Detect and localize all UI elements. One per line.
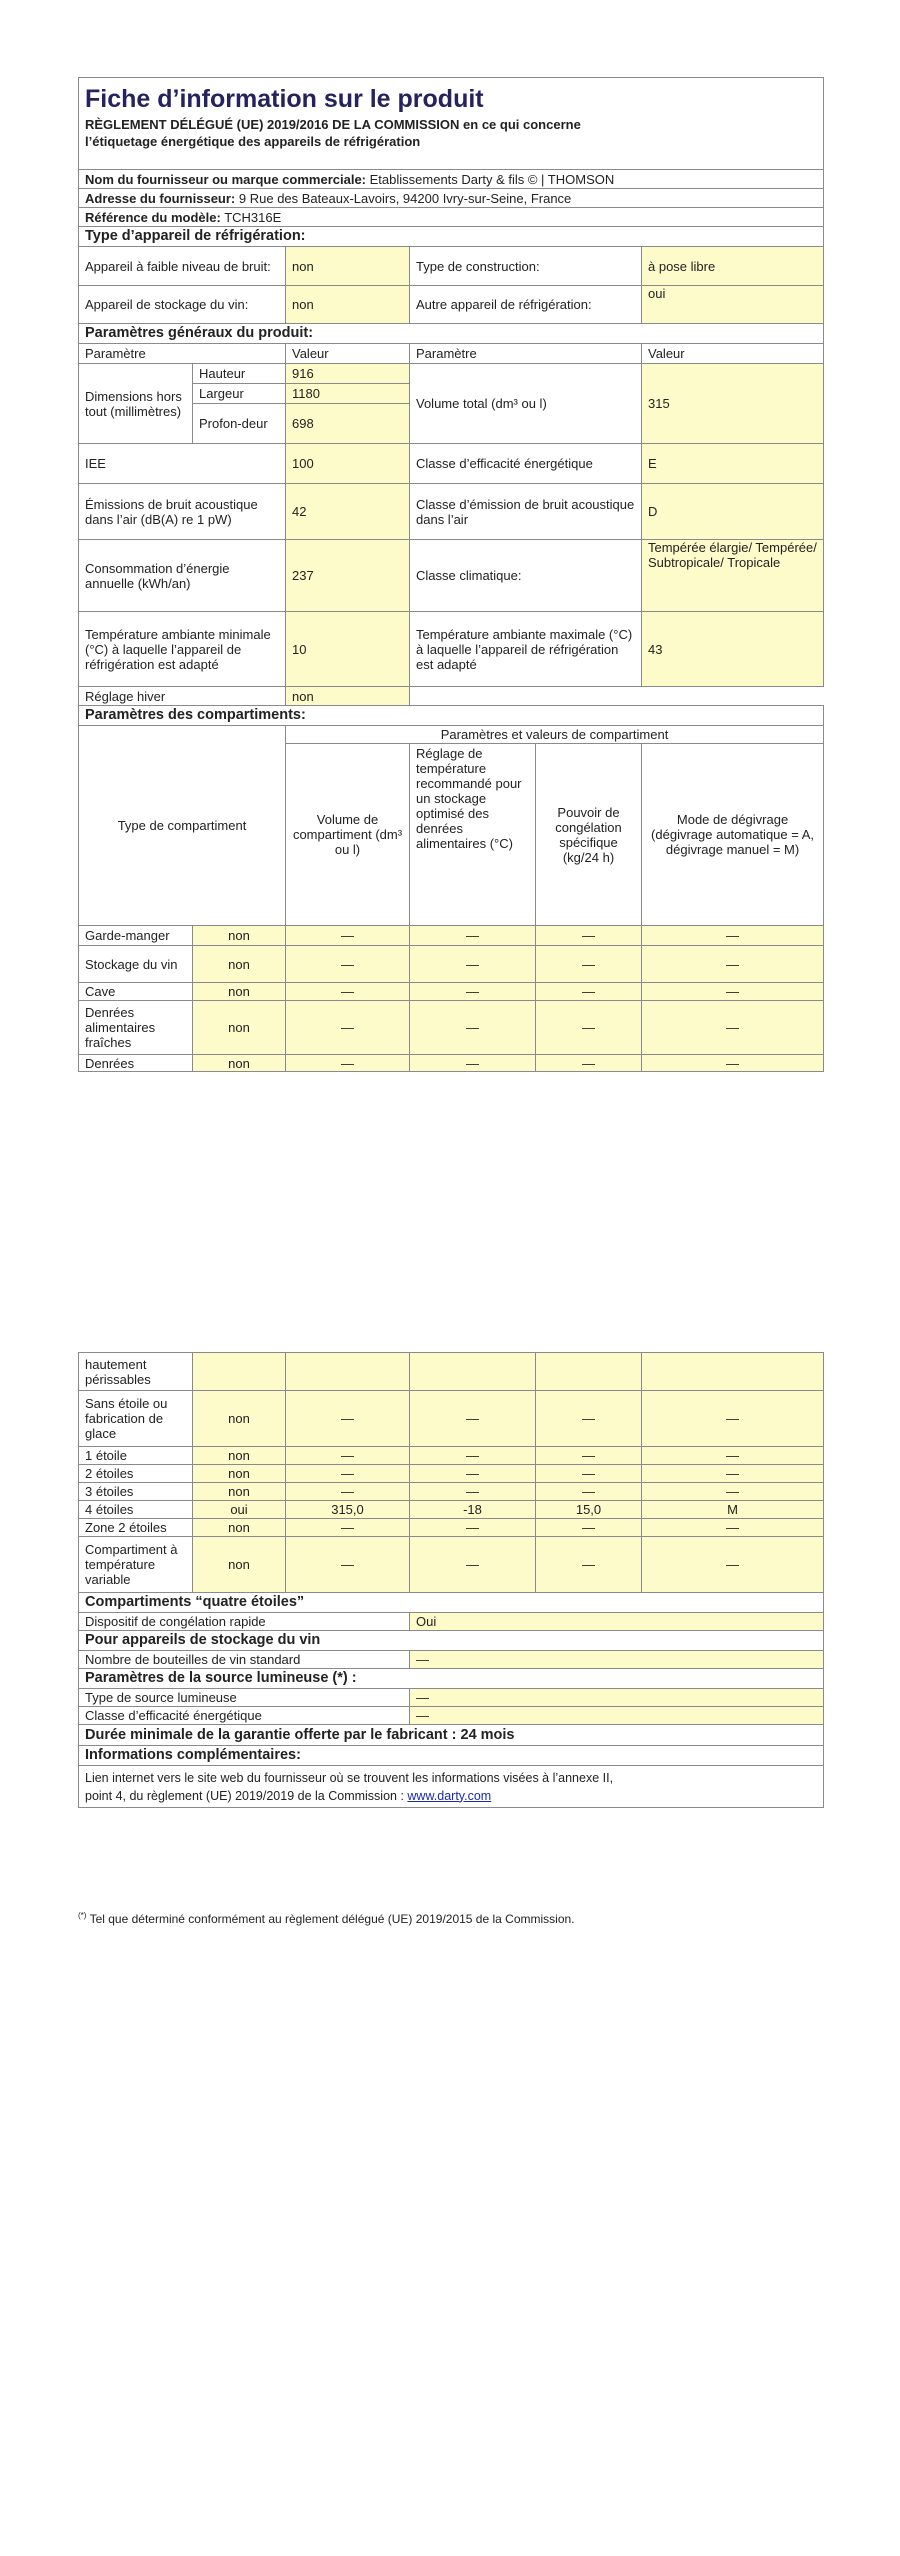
light-type-label: Type de source lumineuse xyxy=(79,1689,410,1707)
compartment-name: 1 étoile xyxy=(79,1447,193,1465)
compartment-row xyxy=(79,983,824,1001)
min-temp-value: 10 xyxy=(286,612,410,687)
warranty-row: Durée minimale de la garantie offerte par le fabricant : 24 mois xyxy=(79,1725,824,1746)
fast-freeze-value: Oui xyxy=(410,1613,824,1631)
volume-header: Volume de compartiment (dm³ ou l) xyxy=(286,744,410,926)
extra-info-line-2: point 4, du règlement (UE) 2019/2019 de la Commission : xyxy=(85,1788,408,1803)
compartment-volume: — xyxy=(286,1055,410,1072)
compartment-temp: — xyxy=(410,926,536,946)
compartment-temp: — xyxy=(410,1391,536,1447)
compartment-present: non xyxy=(193,1465,286,1483)
compartment-row xyxy=(79,1483,824,1501)
model-reference-row xyxy=(79,208,824,227)
defrost-header: Mode de dégivrage (dégivrage automatique = A, dégivrage manuel = M) xyxy=(642,744,824,926)
compartment-defrost: — xyxy=(642,1519,824,1537)
compartment-row xyxy=(79,1391,824,1447)
compartment-volume: — xyxy=(286,983,410,1001)
compartment-name: 3 étoiles xyxy=(79,1483,193,1501)
compartment-row xyxy=(79,1537,824,1593)
product-info-table-continued xyxy=(78,1352,824,1808)
compartment-name: Sans étoile ou fabrication de glace xyxy=(79,1391,193,1447)
compartment-name: Zone 2 étoiles xyxy=(79,1519,193,1537)
height-label: Hauteur xyxy=(193,364,286,384)
compartment-temp: — xyxy=(410,1483,536,1501)
max-temp-value: 43 xyxy=(642,612,824,687)
compartment-volume: — xyxy=(286,1483,410,1501)
compartment-present: non xyxy=(193,1483,286,1501)
compartment-present: non xyxy=(193,1537,286,1593)
compartment-volume: — xyxy=(286,926,410,946)
compartment-row xyxy=(79,1353,824,1391)
compartment-freeze: — xyxy=(536,1465,642,1483)
freezing-header: Pouvoir de congélation spécifique (kg/24 h) xyxy=(536,744,642,926)
wine-storage-value: non xyxy=(286,286,410,324)
total-volume-label: Volume total (dm³ ou l) xyxy=(410,364,642,444)
product-sheet-part-1 xyxy=(78,77,823,1072)
depth-value: 698 xyxy=(286,404,410,444)
compartment-temp: — xyxy=(410,1447,536,1465)
compartment-group-header: Paramètres et valeurs de compartiment xyxy=(286,726,824,744)
compartment-present: non xyxy=(193,926,286,946)
compartment-freeze: — xyxy=(536,1001,642,1055)
compartment-name: Compartiment à température variable xyxy=(79,1537,193,1593)
compartment-defrost: — xyxy=(642,946,824,983)
compartment-freeze: — xyxy=(536,946,642,983)
compartment-defrost: — xyxy=(642,1537,824,1593)
wine-storage-label: Appareil de stockage du vin: xyxy=(79,286,286,324)
winter-setting-value: non xyxy=(286,687,410,706)
compartment-temp: -18 xyxy=(410,1501,536,1519)
compartment-row xyxy=(79,946,824,983)
compartment-defrost: — xyxy=(642,1447,824,1465)
compartment-defrost: — xyxy=(642,1483,824,1501)
compartment-present: non xyxy=(193,1447,286,1465)
model-reference-label: Référence du modèle: xyxy=(85,209,221,225)
compartment-temp: — xyxy=(410,983,536,1001)
page-title: Fiche d’information sur le produit xyxy=(85,85,484,113)
product-sheet-part-2 xyxy=(78,1352,823,1808)
compartment-row xyxy=(79,1055,824,1072)
fast-freeze-label: Dispositif de congélation rapide xyxy=(79,1613,410,1631)
footnote xyxy=(78,1911,575,1926)
compartment-present: oui xyxy=(193,1501,286,1519)
supplier-name-row xyxy=(79,170,824,189)
supplier-name-value: Etablissements Darty & fils © | THOMSON xyxy=(369,171,615,187)
compartment-volume: — xyxy=(286,1465,410,1483)
compartment-volume: — xyxy=(286,946,410,983)
iee-label: IEE xyxy=(79,444,286,484)
noise-class-value: D xyxy=(642,484,824,540)
compartment-defrost: — xyxy=(642,1391,824,1447)
climate-class-value: Tempérée élargie/ Tempérée/ Subtropicale/ Tropicale xyxy=(642,540,824,612)
wine-bottles-label: Nombre de bouteilles de vin standard xyxy=(79,1651,410,1669)
iee-value: 100 xyxy=(286,444,410,484)
compartment-present: non xyxy=(193,1055,286,1072)
compartment-freeze: — xyxy=(536,926,642,946)
noise-emission-label: Émissions de bruit acoustique dans l’air (dB(A) re 1 pW) xyxy=(79,484,286,540)
compartment-name: 2 étoiles xyxy=(79,1465,193,1483)
compartment-name: 4 étoiles xyxy=(79,1501,193,1519)
compartment-present: non xyxy=(193,1519,286,1537)
width-label: Largeur xyxy=(193,384,286,404)
footnote-text: Tel que déterminé conformément au règlement délégué (UE) 2019/2015 de la Commission. xyxy=(86,1912,575,1926)
compartment-freeze: — xyxy=(536,1447,642,1465)
construction-type-label: Type de construction: xyxy=(410,247,642,286)
compartment-freeze: — xyxy=(536,983,642,1001)
appliance-type-section: Type d’appareil de réfrigération: xyxy=(79,227,824,247)
regulation-line-2: l’étiquetage énergétique des appareils de réfrigération xyxy=(85,134,421,149)
compartment-row xyxy=(79,1519,824,1537)
compartment-defrost: — xyxy=(642,1055,824,1072)
compartment-defrost: — xyxy=(642,1001,824,1055)
compartment-row xyxy=(79,1465,824,1483)
compartment-defrost: — xyxy=(642,1465,824,1483)
compartment-volume: — xyxy=(286,1537,410,1593)
param-header-2: Paramètre xyxy=(410,344,642,364)
width-value: 1180 xyxy=(286,384,410,404)
efficiency-class-value: E xyxy=(642,444,824,484)
compartment-params-section: Paramètres des compartiments: xyxy=(79,706,824,726)
compartment-temp: — xyxy=(410,1537,536,1593)
depth-label: Profon-deur xyxy=(193,404,286,444)
compartment-name: Denrées alimentaires fraîches xyxy=(79,1001,193,1055)
supplier-address-value: 9 Rue des Bateaux-Lavoirs, 94200 Ivry-sur-Seine, France xyxy=(238,190,572,206)
compartment-name: Stockage du vin xyxy=(79,946,193,983)
compartment-volume: — xyxy=(286,1001,410,1055)
compartment-volume: — xyxy=(286,1519,410,1537)
compartment-defrost: — xyxy=(642,926,824,946)
extra-info-section: Informations complémentaires: xyxy=(79,1746,824,1766)
darty-link[interactable]: www.darty.com xyxy=(407,1788,492,1803)
winter-setting-label: Réglage hiver xyxy=(79,687,286,706)
regulation-line-1: RÈGLEMENT DÉLÉGUÉ (UE) 2019/2016 DE LA COMMISSION en ce qui concerne xyxy=(85,117,581,132)
max-temp-label: Température ambiante maximale (°C) à laquelle l’appareil de réfrigération est adapté xyxy=(410,612,642,687)
compartment-name: hautement périssables xyxy=(79,1353,193,1391)
compartment-defrost: — xyxy=(642,983,824,1001)
construction-type-value: à pose libre xyxy=(642,247,824,286)
compartment-name: Garde-manger xyxy=(79,926,193,946)
wine-bottles-value: — xyxy=(410,1651,824,1669)
total-volume-value: 315 xyxy=(642,364,824,444)
light-class-value: — xyxy=(410,1707,824,1725)
compartment-temp: — xyxy=(410,946,536,983)
product-info-table xyxy=(78,77,824,1072)
compartment-freeze: — xyxy=(536,1519,642,1537)
compartment-row xyxy=(79,1001,824,1055)
energy-consumption-label: Consommation d’énergie annuelle (kWh/an) xyxy=(79,540,286,612)
compartment-defrost xyxy=(642,1353,824,1391)
compartment-freeze: — xyxy=(536,1483,642,1501)
compartment-present: non xyxy=(193,946,286,983)
footnote-mark: (*) xyxy=(78,1911,87,1920)
light-type-value: — xyxy=(410,1689,824,1707)
supplier-address-label: Adresse du fournisseur: xyxy=(85,190,236,206)
low-noise-label: Appareil à faible niveau de bruit: xyxy=(79,247,286,286)
supplier-name-label: Nom du fournisseur ou marque commerciale: xyxy=(85,171,367,187)
extra-info-line-1: Lien internet vers le site web du fournisseur où se trouvent les informations visées à l’annexe II, xyxy=(85,1770,614,1785)
compartment-rows-part-2 xyxy=(79,1353,824,1593)
compartment-present xyxy=(193,1353,286,1391)
compartment-freeze xyxy=(536,1353,642,1391)
extra-info-text xyxy=(79,1766,824,1808)
compartment-rows-part-1 xyxy=(79,926,824,1072)
compartment-freeze: 15,0 xyxy=(536,1501,642,1519)
compartment-present: non xyxy=(193,1001,286,1055)
min-temp-label: Température ambiante minimale (°C) à laquelle l’appareil de réfrigération est adapté xyxy=(79,612,286,687)
compartment-volume: — xyxy=(286,1391,410,1447)
compartment-temp: — xyxy=(410,1465,536,1483)
param-header: Paramètre xyxy=(79,344,286,364)
compartment-defrost: M xyxy=(642,1501,824,1519)
sheet-header xyxy=(79,78,824,170)
compartment-row xyxy=(79,1501,824,1519)
compartment-temp: — xyxy=(410,1519,536,1537)
compartment-name: Denrées xyxy=(79,1055,193,1072)
light-class-label: Classe d’efficacité énergétique xyxy=(79,1707,410,1725)
compartment-volume: — xyxy=(286,1447,410,1465)
low-noise-value: non xyxy=(286,247,410,286)
compartment-type-header: Type de compartiment xyxy=(79,726,286,926)
compartment-row xyxy=(79,1447,824,1465)
compartment-volume xyxy=(286,1353,410,1391)
compartment-present: non xyxy=(193,983,286,1001)
light-source-section: Paramètres de la source lumineuse (*) : xyxy=(79,1669,824,1689)
compartment-freeze: — xyxy=(536,1055,642,1072)
four-star-section: Compartiments “quatre étoiles” xyxy=(79,1593,824,1613)
dimensions-label: Dimensions hors tout (millimètres) xyxy=(79,364,193,444)
compartment-row xyxy=(79,926,824,946)
compartment-freeze: — xyxy=(536,1537,642,1593)
value-header-2: Valeur xyxy=(642,344,824,364)
energy-consumption-value: 237 xyxy=(286,540,410,612)
compartment-present: non xyxy=(193,1391,286,1447)
temperature-header: Réglage de température recommandé pour un stockage optimisé des denrées alimentaires (°C) xyxy=(410,744,536,926)
compartment-name: Cave xyxy=(79,983,193,1001)
other-appliance-label: Autre appareil de réfrigération: xyxy=(410,286,642,324)
supplier-address-row xyxy=(79,189,824,208)
compartment-temp: — xyxy=(410,1001,536,1055)
height-value: 916 xyxy=(286,364,410,384)
compartment-freeze: — xyxy=(536,1391,642,1447)
climate-class-label: Classe climatique: xyxy=(410,540,642,612)
compartment-temp xyxy=(410,1353,536,1391)
compartment-temp: — xyxy=(410,1055,536,1072)
noise-class-label: Classe d’émission de bruit acoustique dans l’air xyxy=(410,484,642,540)
other-appliance-value: oui xyxy=(642,286,824,324)
model-reference-value: TCH316E xyxy=(224,209,282,225)
noise-emission-value: 42 xyxy=(286,484,410,540)
efficiency-class-label: Classe d’efficacité énergétique xyxy=(410,444,642,484)
value-header: Valeur xyxy=(286,344,410,364)
wine-section: Pour appareils de stockage du vin xyxy=(79,1631,824,1651)
general-params-section: Paramètres généraux du produit: xyxy=(79,324,824,344)
compartment-volume: 315,0 xyxy=(286,1501,410,1519)
